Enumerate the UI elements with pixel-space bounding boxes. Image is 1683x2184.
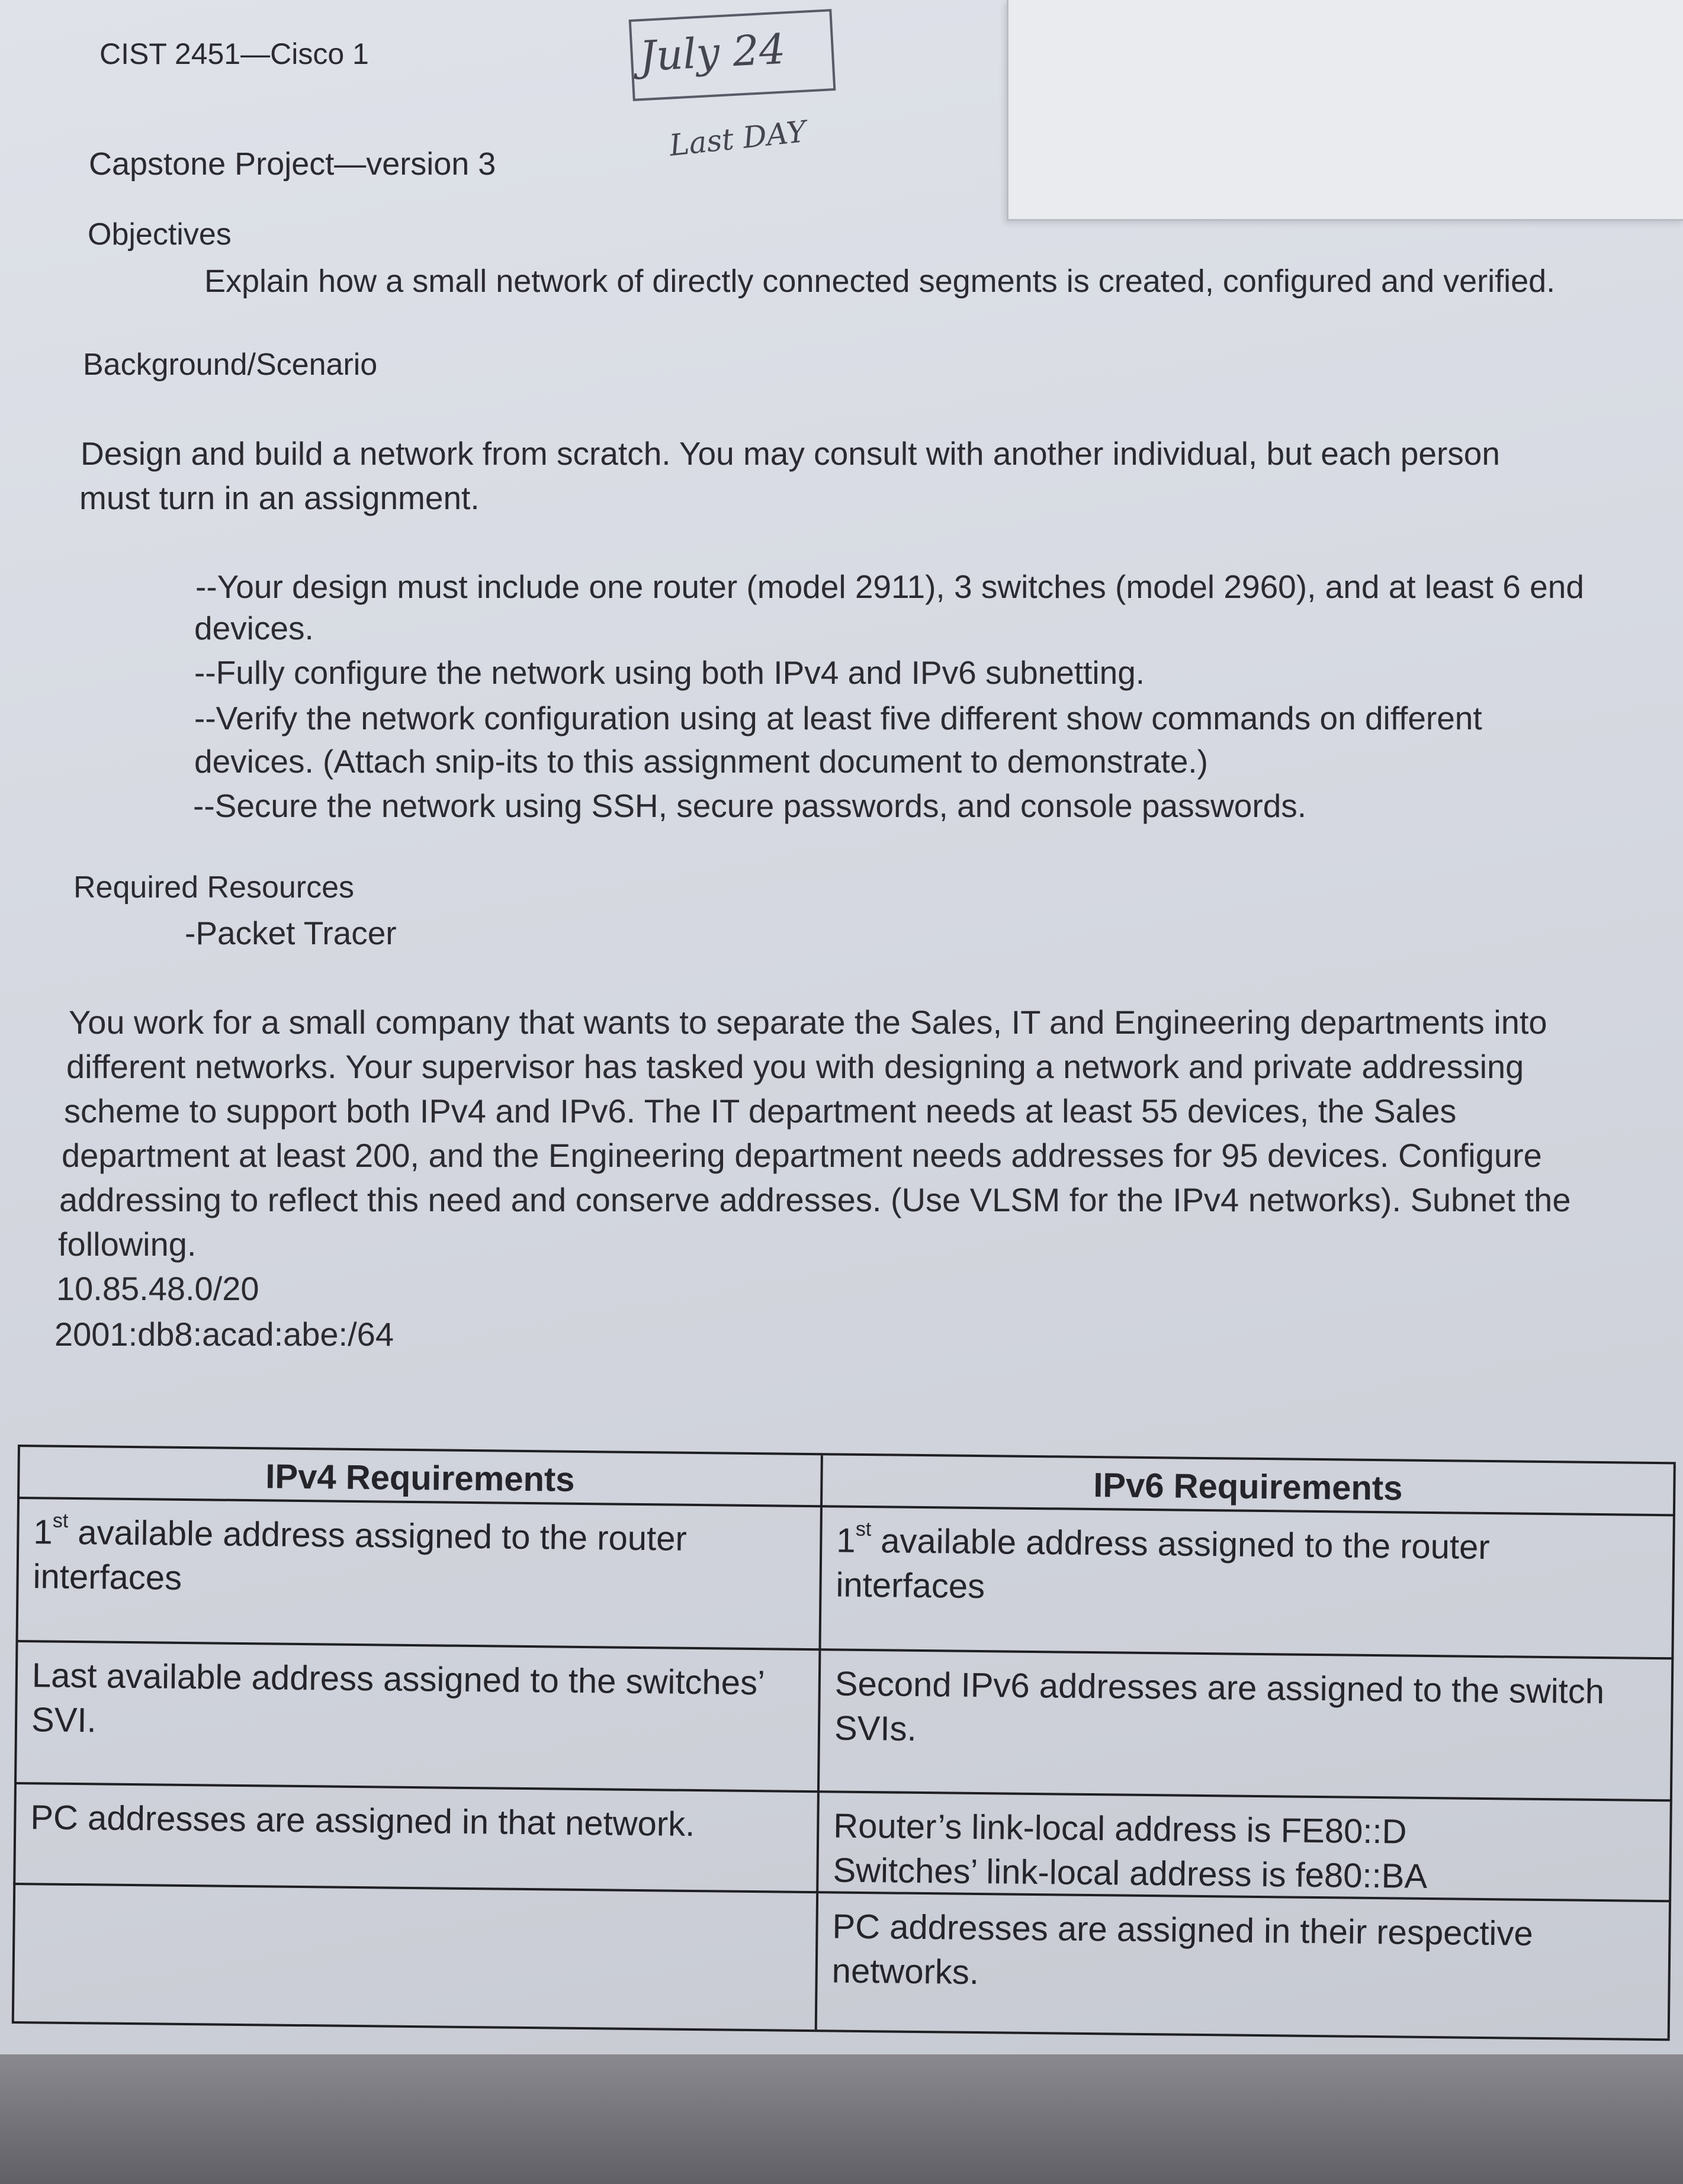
ipv4-router-cell	[16, 1499, 823, 1651]
ipv4-router-text: available address assigned to the router	[68, 1513, 688, 1558]
ipv4-switch-text-line-2: SVI.	[31, 1700, 97, 1740]
scenario-line-5: addressing to reflect this need and conserve addresses. (Use VLSM for the IPv4 networks). Subnet the	[59, 1181, 1571, 1218]
background-line-1: Design and build a network from scratch. You may consult with another individual, but each person	[81, 435, 1500, 472]
router-link-local-text: Router’s link-local address is FE80::D	[833, 1806, 1407, 1851]
handwritten-date: July 24	[638, 24, 787, 81]
ipv4-pc-cell	[13, 1784, 820, 1893]
scenario-line-4: department at least 200, and the Engineering department needs addresses for 95 devices. Configure	[62, 1137, 1542, 1174]
table-row	[13, 1782, 1672, 1902]
ipv6-link-local-cell	[818, 1793, 1672, 1902]
table-row	[12, 1883, 1671, 2041]
ipv6-switch-text-line-2: SVIs.	[834, 1709, 917, 1749]
desk-background	[0, 2054, 1683, 2184]
scenario-line-2: different networks. Your supervisor has tasked you with designing a network and private addressing	[66, 1048, 1524, 1085]
ipv6-switch-cell	[820, 1651, 1674, 1802]
ipv4-network: 10.85.48.0/20	[56, 1270, 259, 1307]
table-row	[16, 1497, 1675, 1659]
ipv4-empty-cell	[12, 1885, 818, 2029]
ipv6-pc-text-line-2: networks.	[831, 1951, 979, 1992]
ipv6-router-ordinal-suffix: st	[855, 1517, 872, 1541]
ipv6-router-text-line-2: interfaces	[836, 1565, 985, 1606]
list-item-secure: --Secure the network using SSH, secure passwords, and console passwords.	[193, 787, 1307, 824]
ipv4-switch-cell	[14, 1642, 821, 1793]
list-item-design-line-1: --Your design must include one router (model 2911), 3 switches (model 2960), and at least 6 end	[195, 568, 1584, 605]
scenario-line-3: scheme to support both IPv4 and IPv6. The IT department needs at least 55 devices, the Sales	[64, 1092, 1457, 1130]
scenario-line-1: You work for a small company that wants to separate the Sales, IT and Engineering departments into	[69, 1003, 1547, 1041]
ipv6-router-text: available address assigned to the router	[871, 1522, 1491, 1567]
list-item-design-line-2: devices.	[194, 610, 314, 646]
ipv4-router-text-line-2: interfaces	[33, 1557, 182, 1598]
project-title: Capstone Project—version 3	[89, 146, 496, 182]
resources-heading: Required Resources	[73, 870, 355, 905]
ipv4-router-ordinal-suffix: st	[52, 1509, 69, 1532]
scenario-line-6: following.	[58, 1226, 197, 1263]
course-title: CIST 2451—Cisco 1	[99, 37, 369, 70]
ipv4-router-ordinal: 1	[33, 1513, 53, 1552]
ipv6-network: 2001:db8:acad:abe:/64	[54, 1315, 394, 1353]
background-line-2: must turn in an assignment.	[79, 480, 480, 516]
ipv6-router-cell	[821, 1507, 1675, 1659]
ipv6-pc-cell	[817, 1893, 1671, 2038]
table-row	[14, 1640, 1674, 1802]
list-item-verify-line-1: --Verify the network configuration using at least five different show commands on different	[194, 700, 1482, 736]
background-heading: Background/Scenario	[83, 348, 378, 382]
ipv4-pc-text: PC addresses are assigned in that network.	[30, 1798, 695, 1844]
requirements-table	[12, 1445, 1676, 2036]
ipv6-header: IPv6 Requirements	[823, 1455, 1676, 1516]
objectives-heading: Objectives	[88, 217, 232, 252]
switch-link-local-text: Switches’ link-local address is fe80::BA	[833, 1851, 1428, 1896]
overlapping-paper-corner	[1007, 0, 1683, 221]
ipv4-empty-text	[30, 1896, 802, 1904]
ipv4-switch-text: Last available address assigned to the switches’	[31, 1656, 766, 1703]
handwritten-note: Last DAY	[667, 114, 808, 163]
ipv6-switch-text: Second IPv6 addresses are assigned to the switch	[834, 1664, 1605, 1712]
ipv6-router-ordinal: 1	[836, 1521, 856, 1560]
objectives-text: Explain how a small network of directly connected segments is created, configured and verified.	[204, 263, 1556, 299]
list-item-configure: --Fully configure the network using both IPv4 and IPv6 subnetting.	[194, 654, 1145, 691]
list-item-verify-line-2: devices. (Attach snip-its to this assignment document to demonstrate.)	[194, 743, 1208, 780]
resources-item: -Packet Tracer	[185, 915, 397, 951]
ipv4-header: IPv4 Requirements	[17, 1447, 823, 1507]
ipv6-pc-text: PC addresses are assigned in their respective	[832, 1907, 1533, 1953]
